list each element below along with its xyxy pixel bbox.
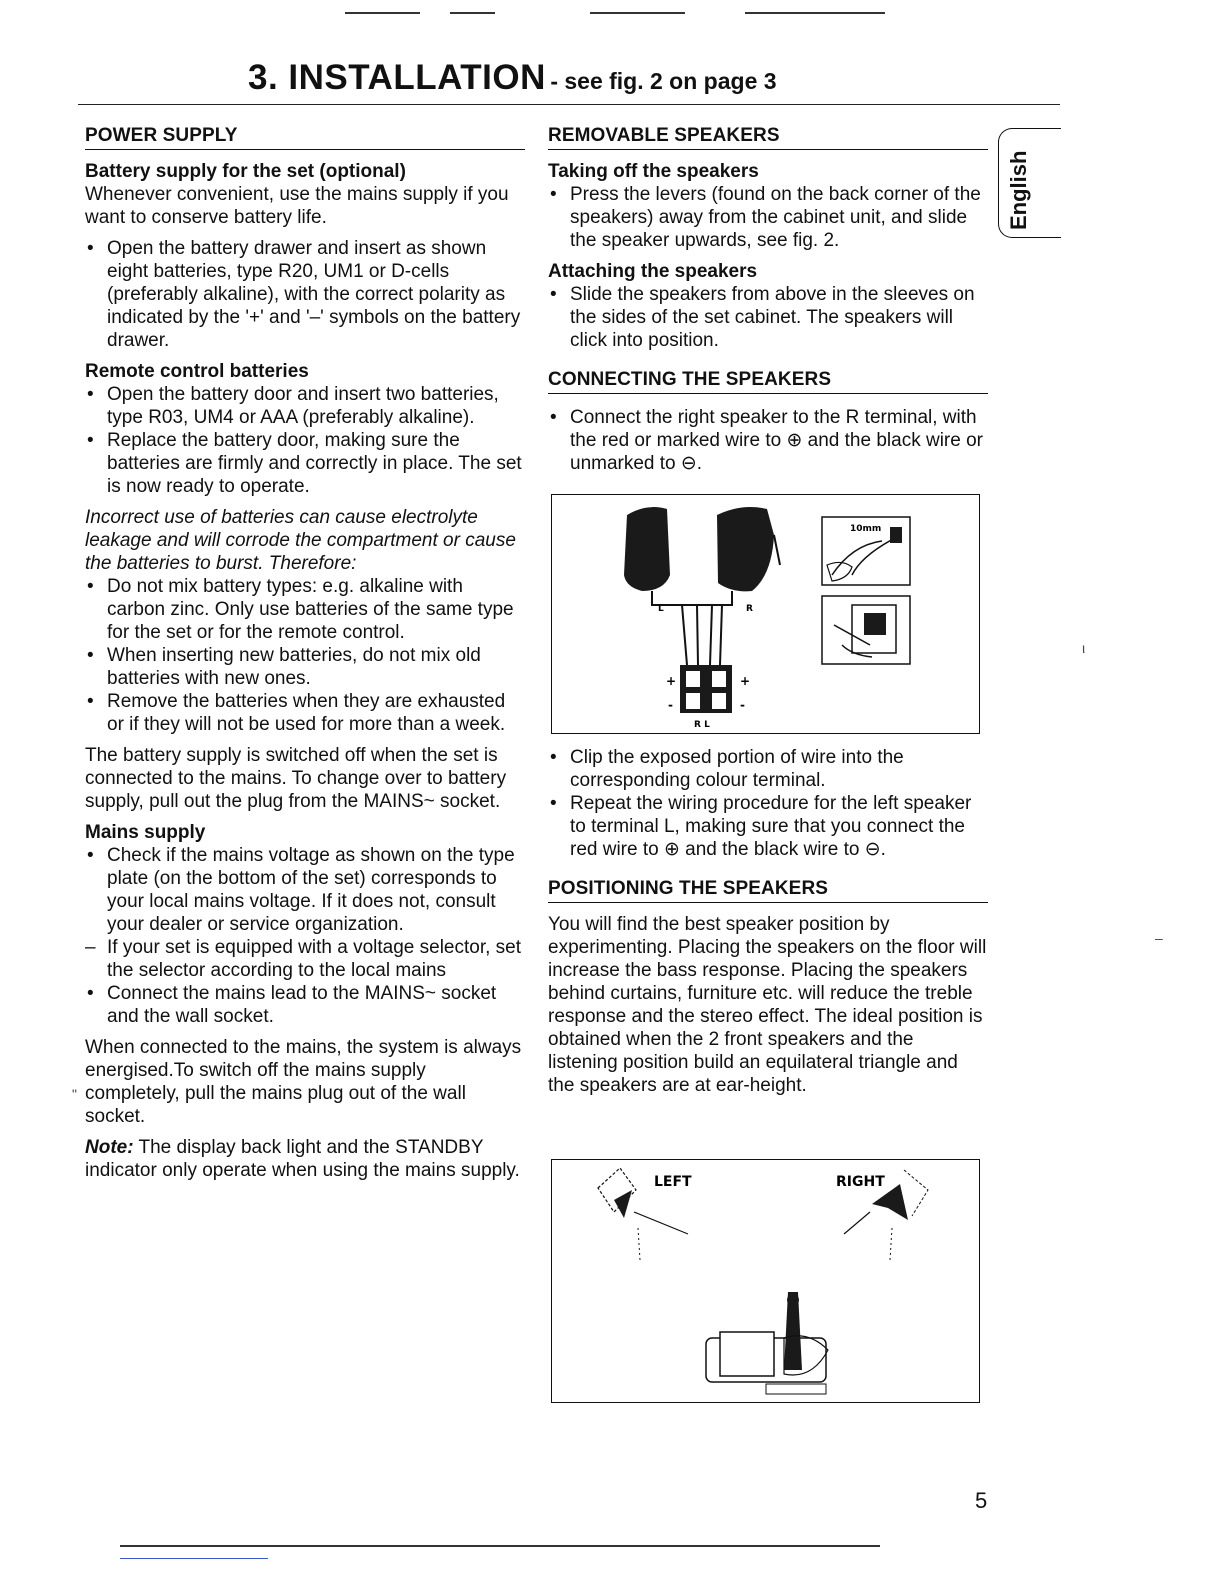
speaker-wiring-figure: [551, 494, 980, 734]
section-heading-connecting-speakers: CONNECTING THE SPEAKERS: [548, 368, 988, 394]
battery-warning-list: [85, 575, 525, 736]
subheading-mains-supply: Mains supply: [85, 822, 206, 843]
battery-set-intro: Whenever convenient, use the mains supply if you want to conserve battery life.: [85, 184, 509, 228]
scan-artifact-top: [450, 12, 495, 14]
label-R: R: [746, 604, 753, 614]
page-title: [248, 58, 777, 98]
scan-artifact-bottom: [120, 1558, 268, 1559]
section-heading-power-supply: POWER SUPPLY: [85, 124, 525, 150]
subheading-taking-off: Taking off the speakers: [548, 161, 759, 182]
left-speaker-icon: [614, 1190, 632, 1218]
title-rule: [78, 104, 1060, 105]
speaker-positioning-figure: [551, 1159, 980, 1403]
right-speaker-icon: [717, 507, 774, 591]
list-item: • Replace the battery door, making sure the batteries are firmly and correctly in place. The set is now ready to operate.: [85, 429, 525, 498]
connecting-list-1: [548, 406, 988, 475]
label-plus-right: +: [740, 674, 751, 688]
terminal-labels: R L: [694, 720, 710, 730]
list-item: • Clip the exposed portion of wire into the corresponding colour terminal.: [548, 746, 988, 792]
list-item: • Connect the mains lead to the MAINS~ socket and the wall socket.: [85, 982, 525, 1028]
subheading-attaching: Attaching the speakers: [548, 261, 758, 282]
list-item-dash: – If your set is equipped with a voltage selector, set the selector according to the local mains: [85, 936, 525, 982]
battery-warning: Incorrect use of batteries can cause electrolyte leakage and will corrode the compartment or cause the batteries to burst. Therefore:: [85, 507, 516, 574]
connecting-list-2: [548, 746, 988, 861]
right-label: RIGHT: [836, 1174, 885, 1190]
speaker-positioning-illustration: [552, 1160, 979, 1402]
list-item: • Remove the batteries when they are exhausted or if they will not be used for more than a week.: [85, 690, 525, 736]
note-label: Note:: [85, 1137, 134, 1158]
taking-off-list: [548, 183, 988, 252]
language-tab-label: English: [1006, 150, 1031, 230]
list-item: • Check if the mains voltage as shown on the type plate (on the bottom of the set) corresponds to your local mains voltage. If it does not, consult your dealer or service organization.: [85, 844, 525, 936]
page-number: 5: [975, 1488, 988, 1513]
label-minus-right: -: [740, 698, 745, 712]
battery-set-list: [85, 237, 525, 352]
energised-text: When connected to the mains, the system is always energised.To switch off the mains supply completely, pull the mains plug out of the wall socket.: [85, 1037, 522, 1127]
subheading-remote-batteries: Remote control batteries: [85, 361, 309, 382]
list-item: • Open the battery door and insert two batteries, type R03, UM4 or AAA (preferably alkaline).: [85, 383, 525, 429]
list-item: • Slide the speakers from above in the sleeves on the sides of the set cabinet. The speakers will click into position.: [548, 283, 988, 352]
scan-artifact-top: [745, 12, 885, 14]
page-title-main: 3. INSTALLATION: [248, 58, 546, 97]
right-column: [548, 124, 988, 483]
list-item: • Do not mix battery types: e.g. alkaline with carbon zinc. Only use batteries of the same type for the set or for the remote control.: [85, 575, 525, 644]
list-item: • Press the levers (found on the back corner of the speakers) away from the cabinet unit, and slide the speaker upwards, see fig. 2.: [548, 183, 988, 252]
subheading-battery-set: Battery supply for the set (optional): [85, 161, 406, 182]
scan-mark: ι: [1082, 640, 1086, 656]
left-speaker-icon: [624, 507, 670, 591]
list-item: • Connect the right speaker to the R terminal, with the red or marked wire to ⊕ and the black wire or unmarked to ⊖.: [548, 406, 988, 475]
right-column-lower: [548, 746, 988, 1105]
page-title-subtitle: - see fig. 2 on page 3: [550, 68, 777, 94]
left-label: LEFT: [654, 1174, 692, 1190]
scan-mark: ": [72, 1086, 77, 1102]
section-heading-removable-speakers: REMOVABLE SPEAKERS: [548, 124, 988, 150]
attaching-list: [548, 283, 988, 352]
mains-supply-list: [85, 844, 525, 1028]
scan-artifact-bottom: [120, 1545, 880, 1547]
note: [85, 1136, 525, 1182]
label-plus-left: +: [666, 674, 677, 688]
label-minus-left: -: [668, 698, 673, 712]
list-item: • When inserting new batteries, do not mix old batteries with new ones.: [85, 644, 525, 690]
list-item: • Repeat the wiring procedure for the left speaker to terminal L, making sure that you connect the red wire to ⊕ and the black wire to ⊖.: [548, 792, 988, 861]
remote-batteries-list: [85, 383, 525, 498]
speaker-wiring-illustration: [552, 495, 979, 733]
battery-switch-text: The battery supply is switched off when the set is connected to the mains. To change over to battery supply, pull out the plug from the MAINS~ socket.: [85, 745, 507, 812]
strip-length-label: 10mm: [850, 524, 882, 534]
left-column: [85, 124, 525, 1190]
scan-artifact-top: [345, 12, 420, 14]
scan-artifact-top: [590, 12, 685, 14]
positioning-text: You will find the best speaker position by experimenting. Placing the speakers on the floor will increase the bass response. Placing the speakers behind curtains, furniture etc. will reduce the treble response and the stereo effect. The ideal position is obtained when the 2 front speakers and the listening position build an equilateral triangle and the speakers are at ear-height.: [548, 914, 987, 1096]
list-item: • Open the battery drawer and insert as shown eight batteries, type R20, UM1 or D-cells (preferably alkaline), with the correct polarity as indicated by the '+' and '–' symbols on the battery drawer.: [85, 237, 525, 352]
section-heading-positioning-speakers: POSITIONING THE SPEAKERS: [548, 877, 988, 903]
note-text: The display back light and the STANDBY indicator only operate when using the mains supply.: [85, 1137, 520, 1181]
label-L: L: [658, 604, 664, 614]
scan-mark: –: [1155, 930, 1163, 946]
